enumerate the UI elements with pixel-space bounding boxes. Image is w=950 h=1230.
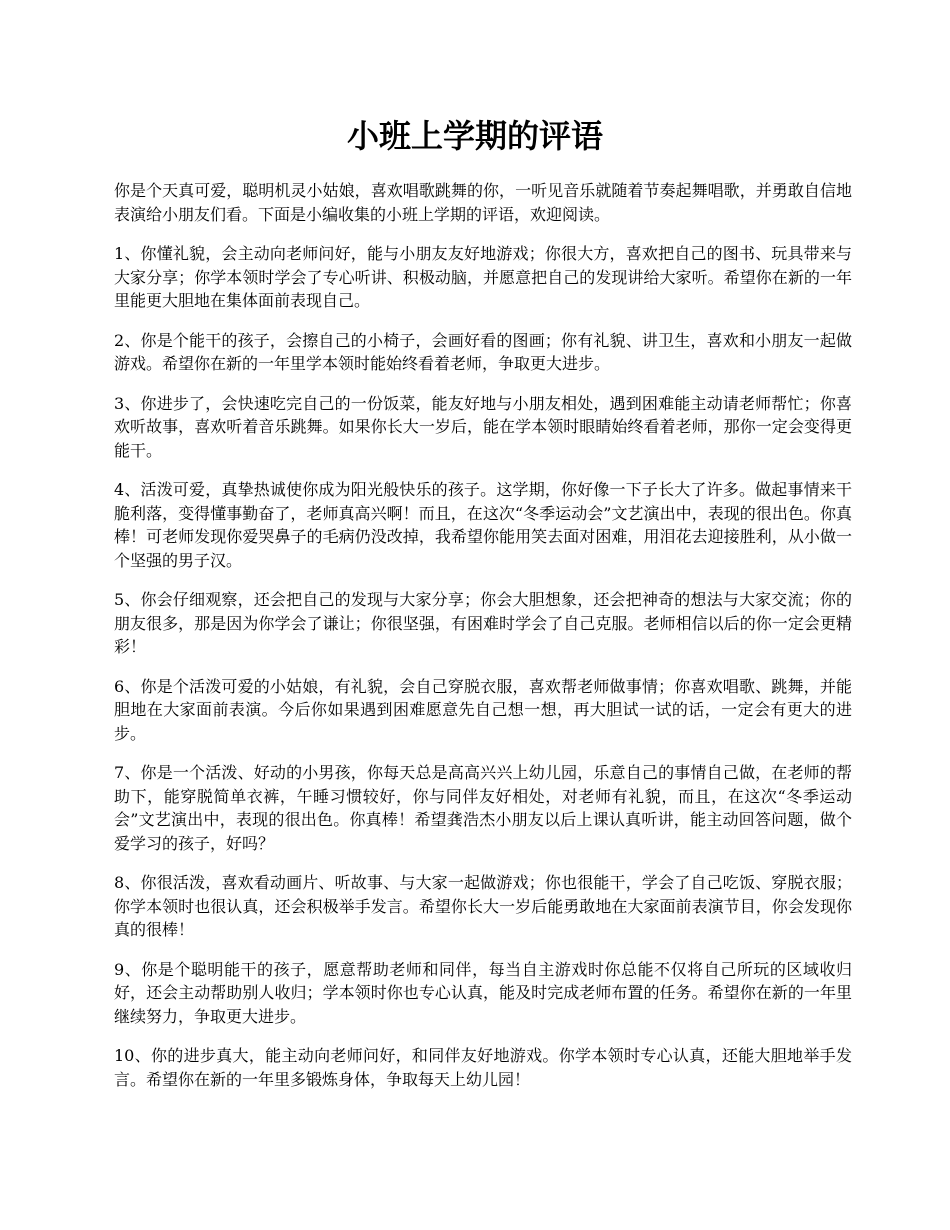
- comment-paragraph: 3、你进步了，会快速吃完自己的一份饭菜，能友好地与小朋友相处，遇到困难能主动请老师帮忙；你喜欢听故事，喜欢听着音乐跳舞。如果你长大一岁后，能在学本领时眼睛始终看着老师，那你一定会变得更能干。: [114, 393, 852, 460]
- comment-paragraph: 7、你是一个活泼、好动的小男孩，你每天总是高高兴兴上幼儿园，乐意自己的事情自己做，在老师的帮助下，能穿脱简单衣裤，午睡习惯较好，你与同伴友好相处，对老师有礼貌，而且，在这次“冬季运动会”文艺演出中，表现的很出色。你真棒！希望龚浩杰小朋友以后上课认真听讲，能主动回答问题，做个爱学习的孩子，好吗？: [114, 763, 852, 853]
- comment-paragraph: 5、你会仔细观察，还会把自己的发现与大家分享；你会大胆想象，还会把神奇的想法与大家交流；你的朋友很多，那是因为你学会了谦让；你很坚强，有困难时学会了自己克服。老师相信以后的你一定会更精彩！: [114, 590, 852, 656]
- comment-paragraph: 1、你懂礼貌，会主动向老师问好，能与小朋友友好地游戏；你很大方，喜欢把自己的图书、玩具带来与大家分享；你学本领时学会了专心听讲、积极动脑，并愿意把自己的发现讲给大家听。希望你在新的一年里能更大胆地在集体面前表现自己。: [114, 244, 852, 310]
- comment-paragraph: 2、你是个能干的孩子，会擦自己的小椅子，会画好看的图画；你有礼貌、讲卫生，喜欢和小朋友一起做游戏。希望你在新的一年里学本领时能始终看着老师，争取更大进步。: [114, 330, 852, 373]
- comment-paragraph: 8、你很活泼，喜欢看动画片、听故事、与大家一起做游戏；你也很能干，学会了自己吃饭、穿脱衣服；你学本领时也很认真，还会积极举手发言。希望你长大一岁后能勇敢地在大家面前表演节目，你会发现你真的很棒！: [114, 873, 852, 939]
- intro-paragraph: 你是个天真可爱，聪明机灵小姑娘，喜欢唱歌跳舞的你，一听见音乐就随着节奏起舞唱歌，并勇敢自信地表演给小朋友们看。下面是小编收集的小班上学期的评语，欢迎阅读。: [114, 181, 852, 224]
- comment-paragraph: 6、你是个活泼可爱的小姑娘，有礼貌，会自己穿脱衣服，喜欢帮老师做事情；你喜欢唱歌、跳舞，并能胆地在大家面前表演。今后你如果遇到困难愿意先自己想一想，再大胆试一试的话，一定会有更大的进步。: [114, 676, 852, 743]
- comment-paragraph: 4、活泼可爱，真挚热诚使你成为阳光般快乐的孩子。这学期，你好像一下子长大了许多。做起事情来干脆利落，变得懂事勤奋了，老师真高兴啊！而且，在这次“冬季运动会”文艺演出中，表现的很出色。你真棒！可老师发现你爱哭鼻子的毛病仍没改掉，我希望你能用笑去面对困难，用泪花去迎接胜利，从小做一个坚强的男子汉。: [114, 480, 852, 570]
- comment-paragraph: 9、你是个聪明能干的孩子，愿意帮助老师和同伴，每当自主游戏时你总能不仅将自己所玩的区域收归好，还会主动帮助别人收归；学本领时你也专心认真，能及时完成老师布置的任务。希望你在新的一年里继续努力，争取更大进步。: [114, 959, 852, 1026]
- document-title: 小班上学期的评语: [346, 117, 603, 155]
- document-body: [114, 179, 852, 1107]
- comment-paragraph: 10、你的进步真大，能主动向老师问好，和同伴友好地游戏。你学本领时专心认真，还能大胆地举手发言。希望你在新的一年里多锻炼身体，争取每天上幼儿园！: [114, 1046, 852, 1089]
